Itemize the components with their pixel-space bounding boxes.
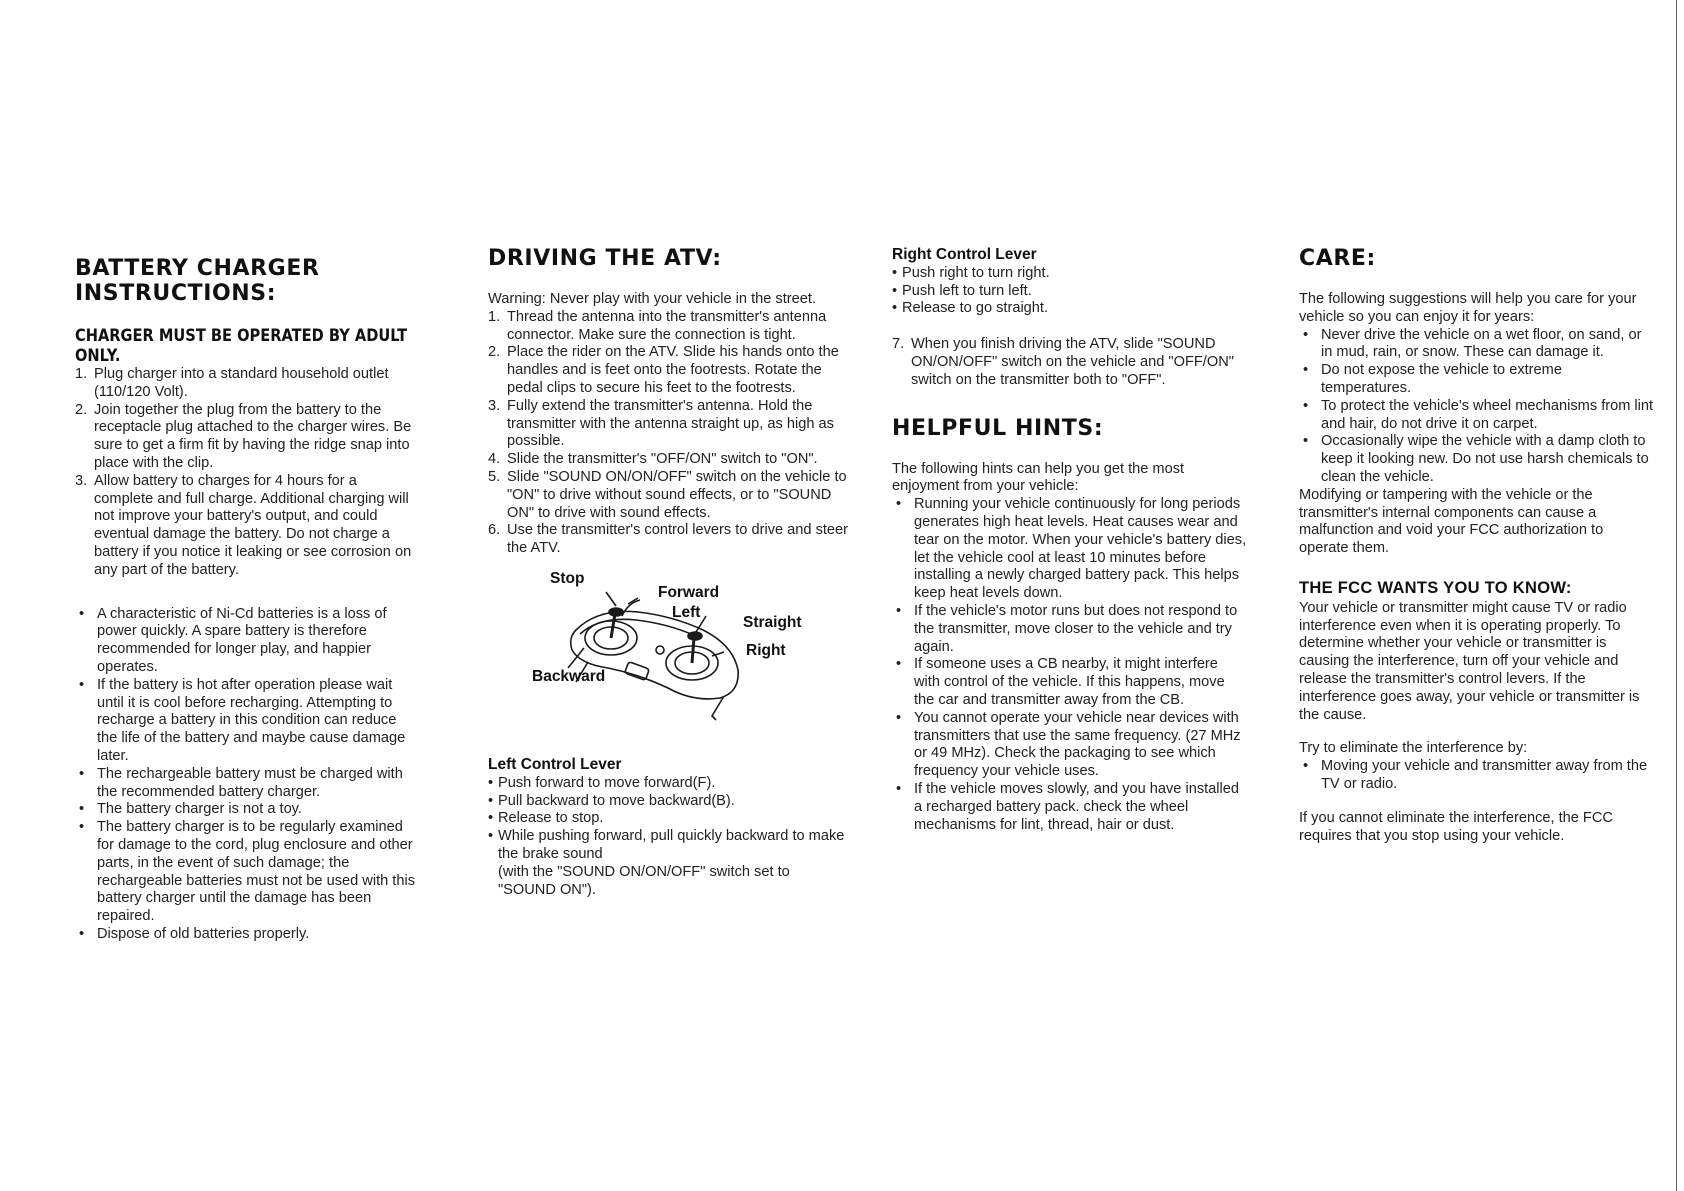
battery-bullet: • Dispose of old batteries properly. (79, 925, 310, 942)
care-title: CARE: (1299, 246, 1376, 271)
hints-list (892, 496, 1247, 834)
driving-warning: Warning: Never play with your vehicle in the street. (488, 291, 816, 307)
driving-step: 2. Place the rider on the ATV. Slide his hands onto the handles and is feet onto the footrests. Rotate the pedal clips to secure his feet to the footrests. (488, 344, 839, 396)
hint-item: • You cannot operate your vehicle near devices with transmitters that use the same frequency. (27 MHz or 49 MHz). Check the packaging to see which frequency your vehicle uses. (896, 709, 1241, 780)
right-lever-hints-section (892, 246, 1247, 834)
driving-steps-list (488, 309, 848, 558)
left-label: Left (672, 603, 701, 621)
fcc-try-intro: Try to eliminate the interference by: (1299, 740, 1528, 757)
right-lever-item: • Release to go straight. (892, 300, 1049, 317)
battery-step: 2. Join together the plug from the battery to the receptacle plug attached to the charger wires. Be sure to get a firm fit by having the ridge snap into place with the clip. (75, 401, 412, 471)
driving-step: 4. Slide the transmitter's "OFF/ON" switch to "ON". (488, 451, 818, 468)
battery-bullets-list (75, 606, 420, 944)
step-seven-list (892, 336, 1247, 389)
care-list (1299, 327, 1654, 487)
driving-step: 1. Thread the antenna into the transmitter's antenna connector. Make sure the connection is tight. (488, 308, 827, 343)
battery-step: 1. Plug charger into a standard household outlet (110/120 Volt). (75, 366, 389, 400)
battery-bullet: • The rechargeable battery must be charged with the recommended battery charger. (79, 765, 403, 800)
fcc-try-item: • Moving your vehicle and transmitter away from the TV or radio. (1303, 758, 1648, 792)
fcc-closing: If you cannot eliminate the interference, the FCC requires that you stop using your vehicle. (1299, 809, 1613, 844)
hint-item: • If the vehicle's motor runs but does not respond to the transmitter, move closer to the vehicle and try again. (896, 602, 1238, 655)
transmitter-diagram (488, 570, 848, 740)
driving-step: 3. Fully extend the transmitter's antenna. Hold the transmitter with the antenna straight up, as high as possible. (488, 397, 834, 450)
right-lever-title: Right Control Lever (892, 246, 1037, 263)
care-item: • Never drive the vehicle on a wet floor, on sand, or in mud, rain, or snow. These can damage it. (1303, 326, 1642, 361)
left-lever-item: • Release to stop. (488, 810, 604, 827)
left-lever-item: • Pull backward to move backward(B). (488, 792, 735, 809)
forward-label: Forward (658, 583, 720, 601)
left-lever-item: • Push forward to move forward(F). (488, 774, 716, 791)
driving-step-7: 7. When you finish driving the ATV, slide "SOUND ON/ON/OFF" switch on the vehicle and "OFF/ON" switch on the transmitter both to "OFF". (892, 336, 1234, 388)
left-lever-note: (with the "SOUND ON/ON/OFF" switch set to "SOUND ON"). (498, 863, 790, 898)
left-lever-list (488, 775, 848, 864)
adult-only-subtitle: CHARGER MUST BE OPERATED BY ADULT ONLY. (75, 326, 408, 366)
battery-charger-title: BATTERY CHARGER INSTRUCTIONS: (75, 256, 320, 306)
care-section (1299, 246, 1654, 845)
battery-bullet: • A characteristic of Ni-Cd batteries is a loss of power quickly. A spare battery is therefore recommended for longer play, and happier operates. (79, 605, 387, 675)
battery-bullet: • The battery charger is to be regularly examined for damage to the cord, plug enclosure and other parts, in the event of such damage; the rechargeable batteries must not be used with this battery charger until the damage has been repaired. (79, 819, 415, 925)
driving-step: 6. Use the transmitter's control levers to drive and steer the ATV. (488, 522, 849, 557)
hint-item: • Running your vehicle continuously for long periods generates high heat levels. Heat causes wear and tear on the motor. When your vehicle's battery dies, let the vehicle cool at least 10 minutes before installing a newly charged battery pack. This helps keep heat levels down. (896, 496, 1247, 602)
battery-bullet: • If the battery is hot after operation please wait until it is cool before recharging. Attempting to recharge a battery in this condition can reduce the life of the battery and maybe cause damage later. (79, 676, 406, 764)
driving-step: 5. Slide "SOUND ON/ON/OFF" switch on the vehicle to "ON" to drive without sound effects, or to "SOUND ON" to drive with sound effects. (488, 468, 847, 521)
care-item: • Occasionally wipe the vehicle with a damp cloth to keep it looking new. Do not use harsh chemicals to clean the vehicle. (1303, 433, 1649, 485)
care-modifying-warning: Modifying or tampering with the vehicle or the transmitter's internal components can cause a malfunction and void your FCC authorization to operate them. (1299, 486, 1604, 557)
right-lever-item: • Push left to turn left. (892, 282, 1032, 299)
battery-bullet: • The battery charger is not a toy. (79, 801, 302, 818)
hint-item: • If someone uses a CB nearby, it might interfere with control of the vehicle. If this happens, move the car and transmitter away from the CB. (896, 656, 1225, 708)
helpful-hints-title: HELPFUL HINTS: (892, 415, 1104, 441)
right-lever-list (892, 265, 1247, 318)
battery-charger-section (75, 256, 420, 944)
backward-label: Backward (532, 667, 606, 685)
page-edge-line (1676, 0, 1677, 1191)
left-lever-item: • While pushing forward, pull quickly backward to make the brake sound (488, 828, 845, 862)
fcc-try-list (1299, 758, 1654, 794)
fcc-title: THE FCC WANTS YOU TO KNOW: (1299, 578, 1572, 597)
battery-steps-list (75, 366, 420, 580)
right-lever-item: • Push right to turn right. (892, 264, 1050, 281)
left-lever-title: Left Control Lever (488, 755, 622, 773)
care-intro: The following suggestions will help you care for your vehicle so you can enjoy it for years: (1299, 291, 1637, 325)
straight-label: Straight (743, 613, 802, 631)
care-item: • Do not expose the vehicle to extreme temperatures. (1303, 362, 1562, 396)
stop-label: Stop (550, 569, 585, 587)
care-item: • To protect the vehicle's wheel mechanisms from lint and hair, do not drive it on carpet. (1303, 397, 1654, 432)
driving-title: DRIVING THE ATV: (488, 246, 722, 271)
hints-intro: The following hints can help you get the most enjoyment from your vehicle: (892, 460, 1185, 495)
hint-item: • If the vehicle moves slowly, and you have installed a recharged battery pack. check the wheel mechanisms for lint, thread, hair or dust. (896, 780, 1240, 833)
right-label: Right (746, 641, 786, 659)
fcc-text: Your vehicle or transmitter might cause TV or radio interference even when it is operating properly. To determine whether your vehicle or transmitter is causing the interference, turn off your vehicle and release the transmitter's control levers. If the interference goes away, your vehicle or transmitter is the cause. (1299, 599, 1640, 723)
battery-step: 3. Allow battery to charges for 4 hours for a complete and full charge. Additional charging will not improve your battery's output, and could eventual damage the battery. Do not charge a battery if you notice it leaking or see corrosion on any part of the battery. (75, 472, 412, 578)
driving-section (488, 246, 848, 899)
